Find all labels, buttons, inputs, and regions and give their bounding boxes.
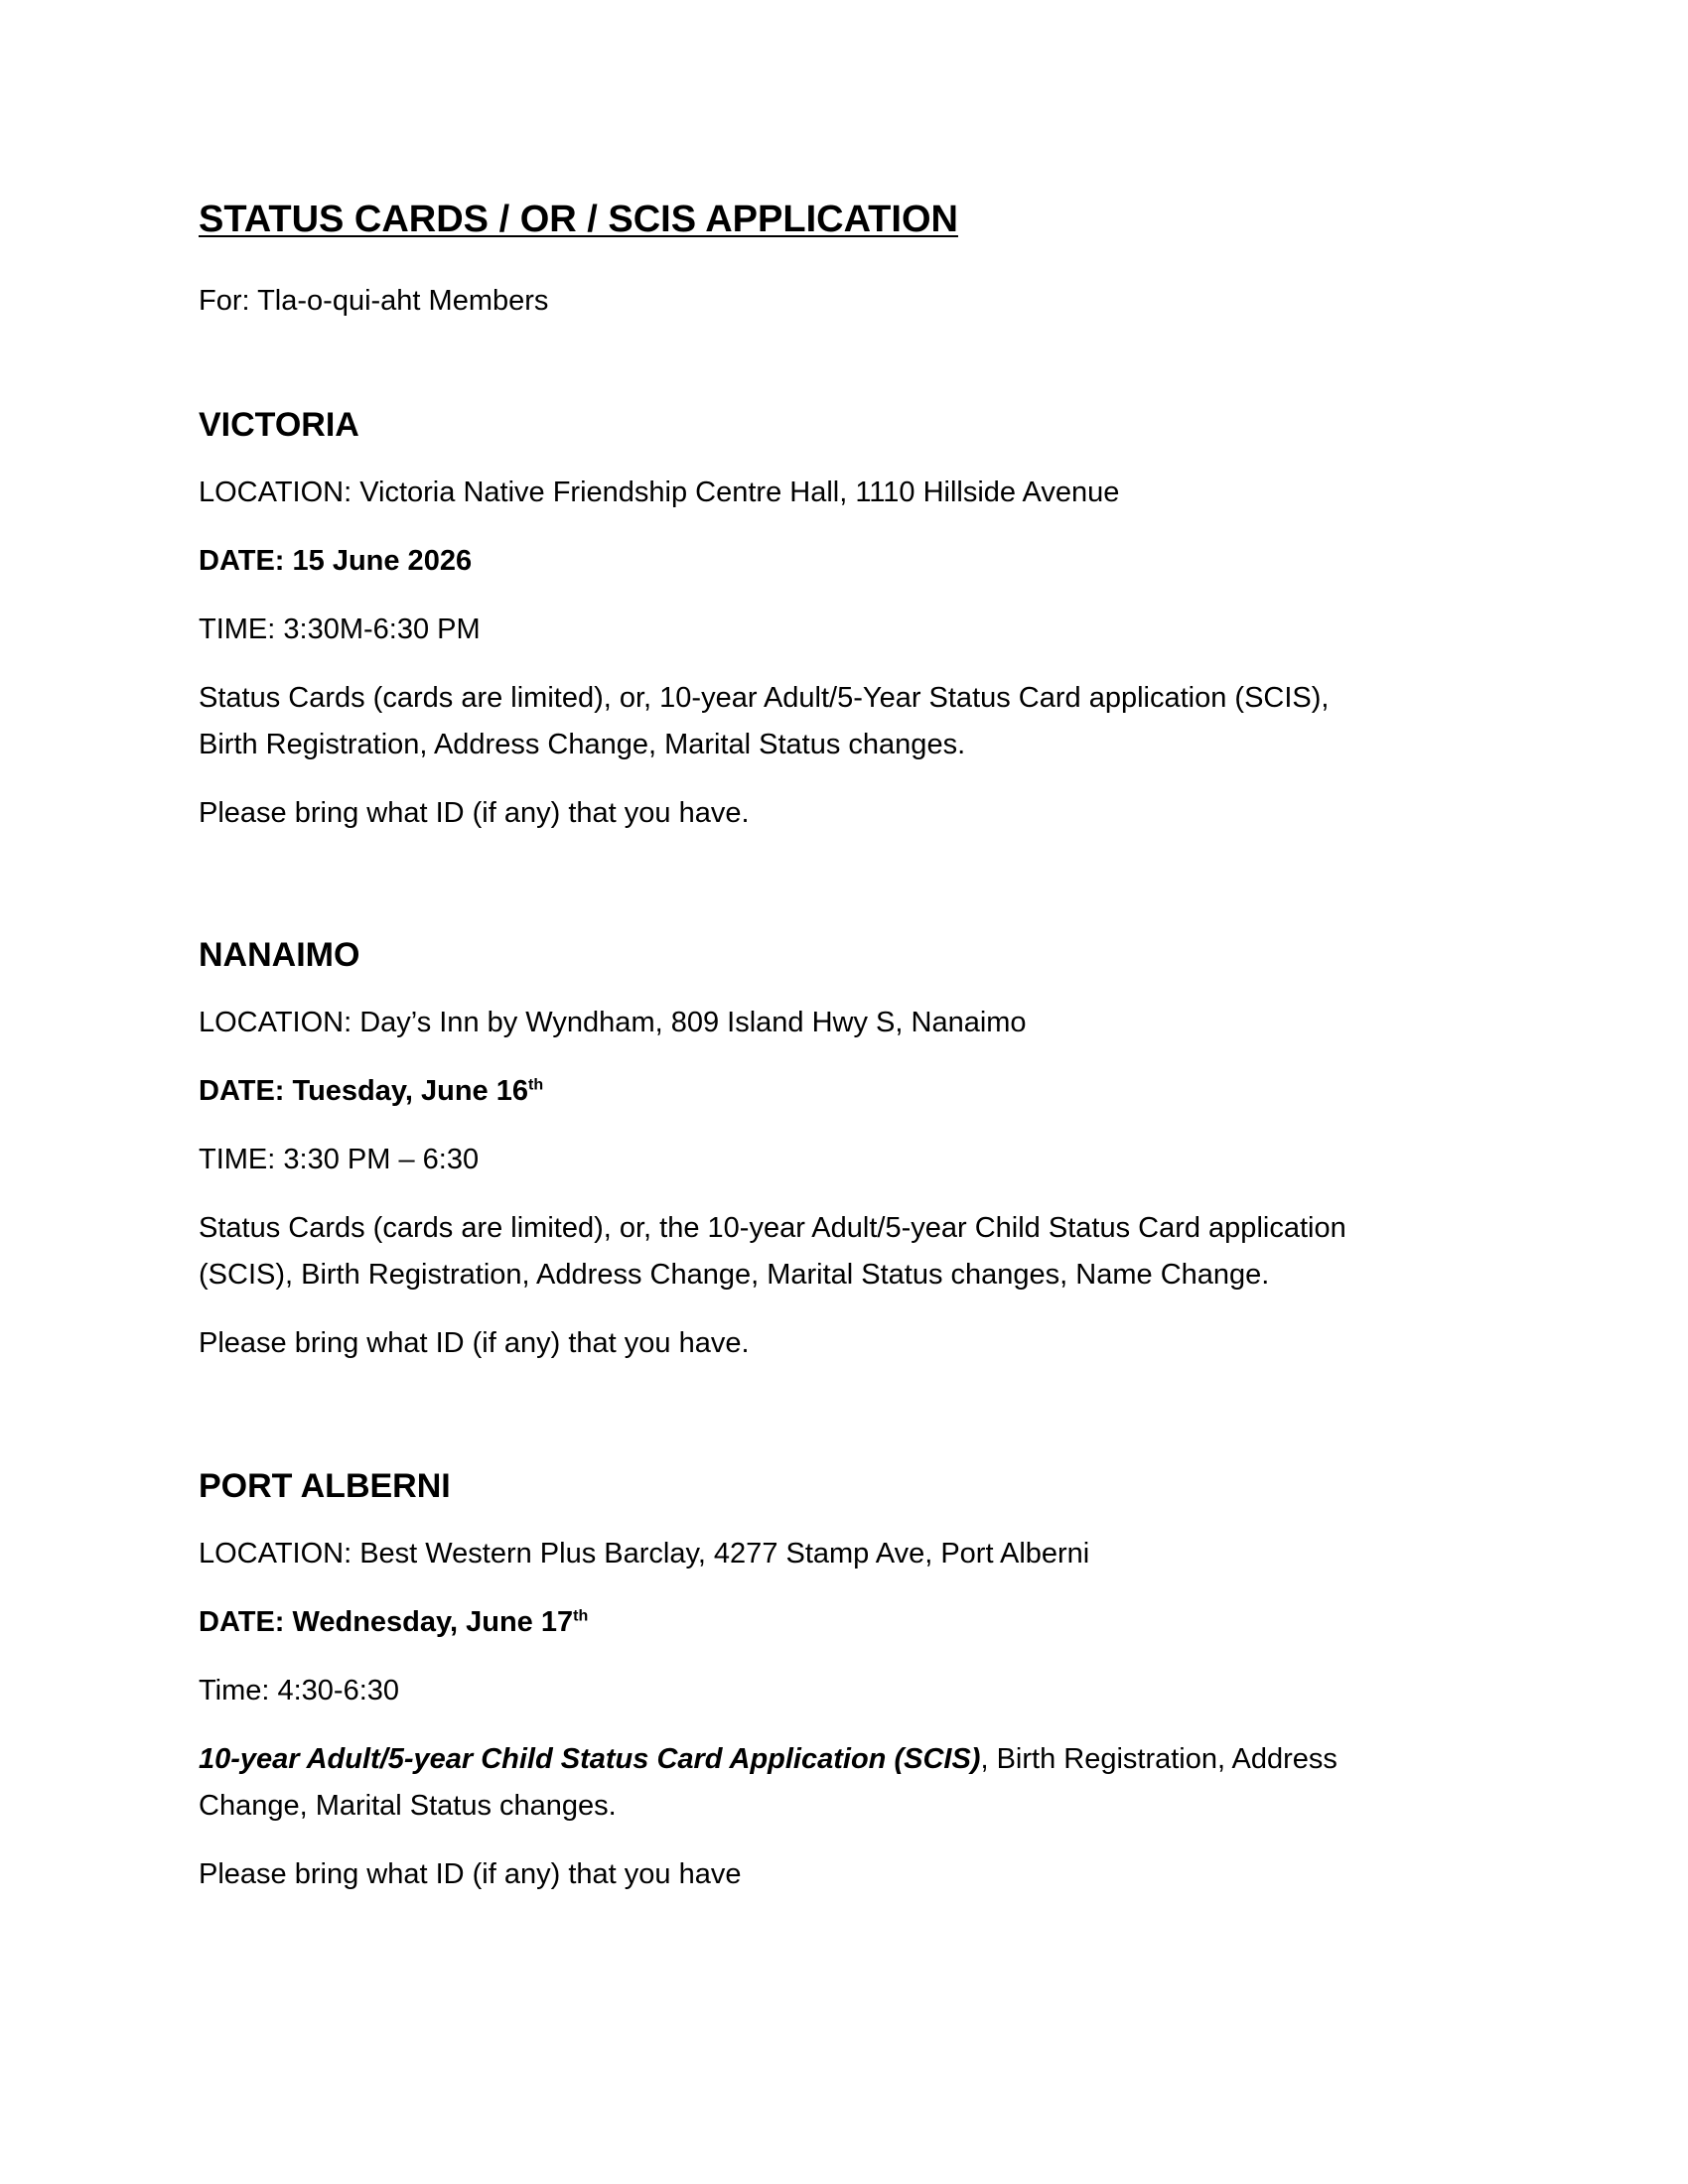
victoria-services-line-1: Status Cards (cards are limited), or, 10-year Adult/5-Year Status Card application (SCIS), [199, 682, 1330, 714]
port-alberni-time: Time: 4:30-6:30 [199, 1675, 400, 1706]
port-alberni-date [199, 1599, 588, 1646]
audience-line: For: Tla-o-qui-aht Members [199, 285, 549, 317]
section-nanaimo [199, 935, 1489, 1359]
section-port-alberni [199, 1466, 1489, 1890]
nanaimo-date [199, 1068, 543, 1115]
section-heading-victoria: VICTORIA [199, 406, 359, 444]
nanaimo-time: TIME: 3:30 PM – 6:30 [199, 1144, 480, 1175]
port-alberni-services-line-2: Change, Marital Status changes. [199, 1790, 617, 1822]
port-alberni-date-text: DATE: Wednesday, June 17 [199, 1606, 574, 1638]
nanaimo-services-line-2: (SCIS), Birth Registration, Address Change, Marital Status changes, Name Change. [199, 1259, 1270, 1291]
nanaimo-date-ordinal: th [527, 1076, 544, 1094]
port-alberni-services-rest: , Birth Registration, Address [980, 1743, 1337, 1775]
document-page [199, 0, 1489, 2184]
document-title: STATUS CARDS / OR / SCIS APPLICATION [199, 199, 958, 240]
port-alberni-location: LOCATION: Best Western Plus Barclay, 4277 Stamp Ave, Port Alberni [199, 1538, 1090, 1570]
port-alberni-services-line-1 [199, 1736, 1337, 1783]
section-victoria [199, 405, 1489, 829]
nanaimo-date-text: DATE: Tuesday, June 16 [199, 1075, 528, 1107]
nanaimo-location: LOCATION: Day’s Inn by Wyndham, 809 Island Hwy S, Nanaimo [199, 1007, 1027, 1038]
port-alberni-id-note: Please bring what ID (if any) that you have [199, 1858, 742, 1890]
victoria-id-note: Please bring what ID (if any) that you have. [199, 797, 750, 829]
victoria-location: LOCATION: Victoria Native Friendship Centre Hall, 1110 Hillside Avenue [199, 477, 1120, 508]
port-alberni-date-ordinal: th [573, 1607, 589, 1625]
section-heading-nanaimo: NANAIMO [199, 936, 360, 974]
nanaimo-id-note: Please bring what ID (if any) that you have. [199, 1327, 750, 1359]
victoria-services-line-2: Birth Registration, Address Change, Marital Status changes. [199, 729, 966, 760]
victoria-time: TIME: 3:30M-6:30 PM [199, 614, 481, 645]
victoria-date: DATE: 15 June 2026 [199, 545, 473, 577]
nanaimo-services-line-1: Status Cards (cards are limited), or, the 10-year Adult/5-year Child Status Card application [199, 1212, 1346, 1244]
port-alberni-services-emphasis: 10-year Adult/5-year Child Status Card Application (SCIS) [199, 1743, 981, 1775]
section-heading-port-alberni: PORT ALBERNI [199, 1467, 451, 1505]
